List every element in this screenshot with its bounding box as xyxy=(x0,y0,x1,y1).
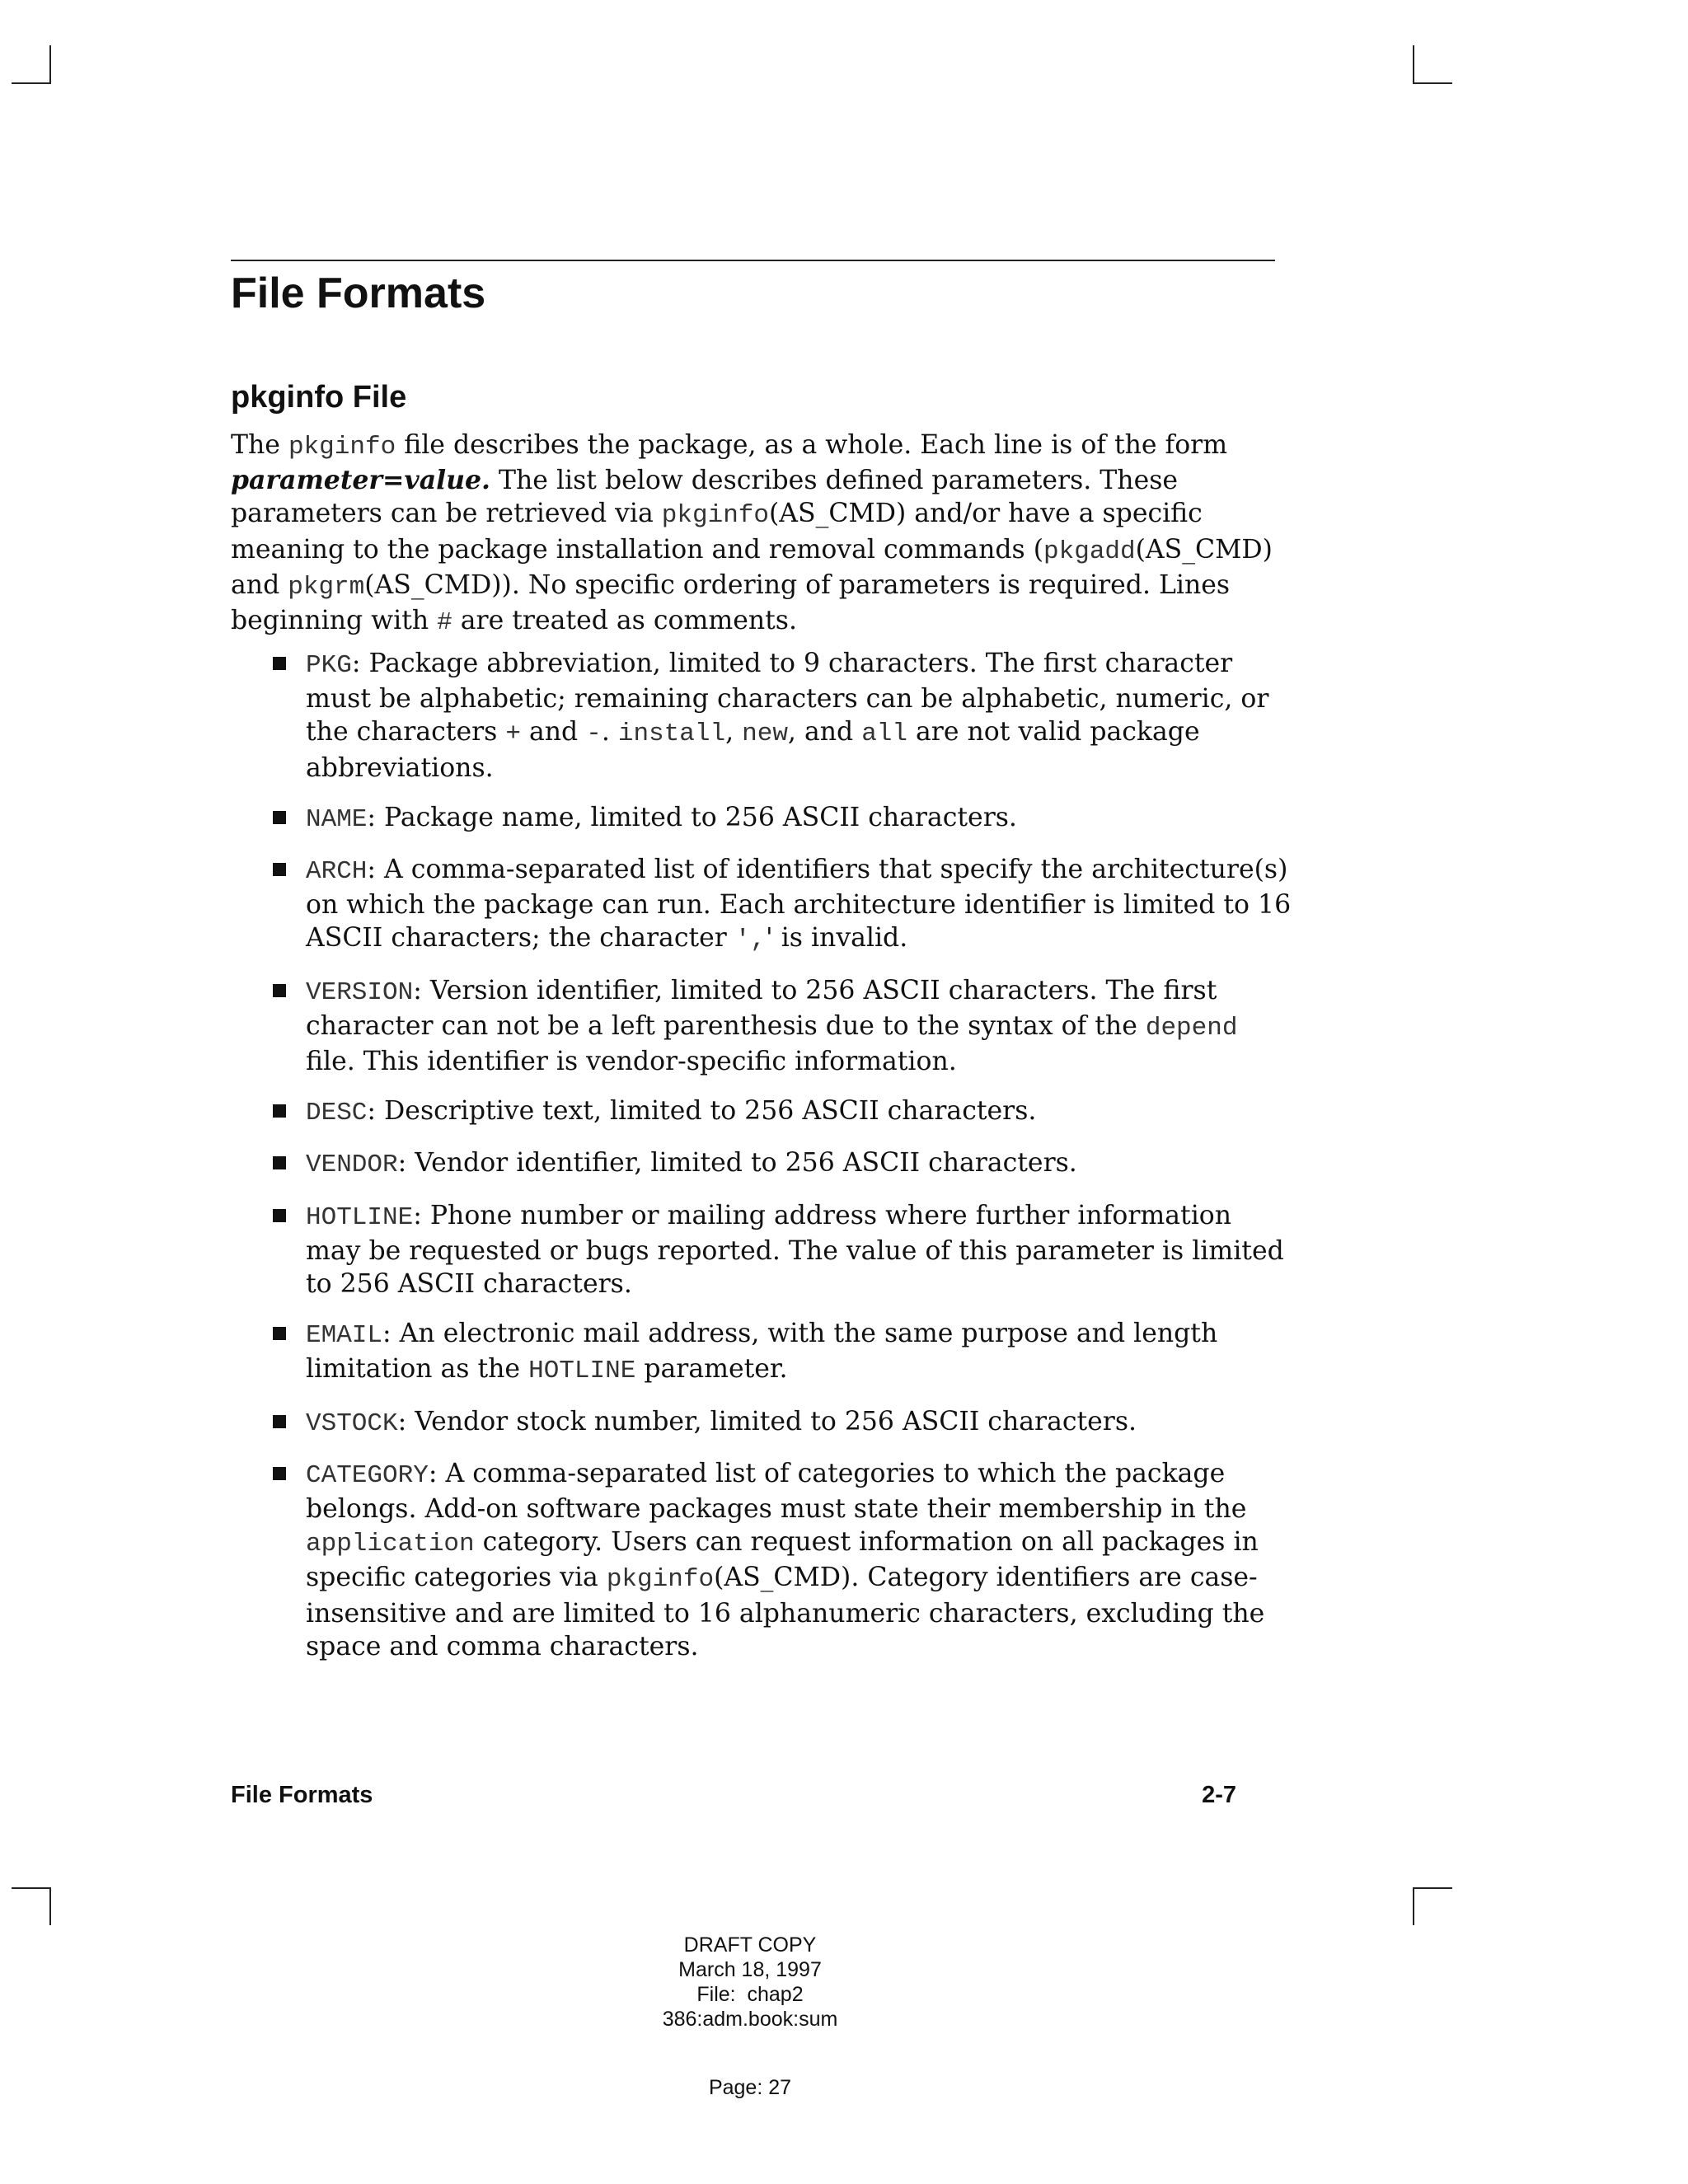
bullet-icon xyxy=(273,984,286,997)
code-depend: depend xyxy=(1145,1013,1238,1043)
parameter-list xyxy=(231,647,1294,1680)
crop-mark-top-right-horizontal xyxy=(1413,82,1452,84)
bullet-icon xyxy=(273,1104,286,1118)
param-item-vendor xyxy=(231,1146,1294,1182)
param-item-email xyxy=(231,1317,1294,1388)
code-hotline: HOTLINE xyxy=(528,1357,636,1386)
param-item-name xyxy=(231,801,1294,837)
crop-mark-top-left-vertical xyxy=(49,45,51,83)
code-new: new xyxy=(742,719,788,749)
code-comma: ', xyxy=(734,926,767,955)
param-key: HOTLINE xyxy=(306,1202,414,1232)
text-run: : A comma-separated list of identifiers that specify the architecture(s) on which the package can run. Each architecture identifier is limited to 16 ASCII characters; the character xyxy=(306,855,1292,954)
text-run: The list below describes defined parameters. These parameters can be retrieved via xyxy=(231,466,1179,529)
crop-mark-top-left-horizontal xyxy=(12,82,51,84)
bullet-icon xyxy=(273,1327,286,1340)
param-key: VENDOR xyxy=(306,1151,398,1180)
param-item-category xyxy=(231,1457,1294,1663)
text-run: : Vendor stock number, limited to 256 ASCII characters. xyxy=(397,1406,1137,1436)
text-run: : Phone number or mailing address where further information may be requested or bugs reported. The value of this parameter is limited to 256 ASCII characters. xyxy=(306,1200,1284,1300)
text-run: file. This identifier is vendor-specific information. xyxy=(306,1047,957,1077)
code-minus: - xyxy=(586,719,602,749)
param-key: PKG xyxy=(306,651,352,680)
code-pkginfo: pkginfo xyxy=(288,433,396,462)
text-run: (AS_CMD)). No specific ordering of parameters is required. Lines beginning with xyxy=(231,569,1231,636)
bullet-icon xyxy=(273,1467,286,1480)
text-run: category. Users can request information on all packages in specific categories via xyxy=(306,1527,1259,1593)
code-pkginfo: pkginfo xyxy=(606,1565,715,1595)
code-hash: # xyxy=(437,608,452,638)
intro-paragraph xyxy=(231,429,1278,640)
text-run: , and xyxy=(787,717,862,748)
crop-mark-bottom-left-horizontal xyxy=(12,1887,51,1889)
code-pkginfo: pkginfo xyxy=(661,501,770,531)
text-run: and xyxy=(520,717,587,748)
text-run: : Vendor identifier, limited to 256 ASCII characters. xyxy=(397,1148,1077,1179)
text-run: : Package abbreviation, limited to 9 characters. The first character must be alphabetic; remaining characters can be alphabetic, numeric, or the characters xyxy=(306,649,1269,748)
text-run: are not valid package abbreviations. xyxy=(306,717,1200,783)
text-run: : Descriptive text, limited to 256 ASCII characters. xyxy=(367,1096,1037,1127)
param-key: EMAIL xyxy=(306,1321,383,1351)
code-pkgrm: pkgrm xyxy=(288,572,365,602)
text-run: parameter. xyxy=(635,1354,788,1385)
draft-book: 386:adm.book:sum xyxy=(662,2008,838,2031)
footer-chapter-name: File Formats xyxy=(231,1782,373,1808)
text-run: : A comma-separated list of categories to which the package belongs. Add-on software packages must state their membership in the xyxy=(306,1458,1247,1525)
text-run: , xyxy=(725,717,743,748)
draft-file: File: chap2 xyxy=(696,1983,804,2006)
draft-date: March 18, 1997 xyxy=(678,1958,822,1981)
crop-mark-bottom-right-horizontal xyxy=(1413,1887,1452,1889)
draft-stamp xyxy=(577,1933,923,2032)
text-run: are treated as comments. xyxy=(452,606,797,636)
bullet-icon xyxy=(273,1415,286,1428)
param-item-pkg xyxy=(231,647,1294,785)
draft-page-number: Page: 27 xyxy=(708,2076,792,2099)
param-item-version xyxy=(231,974,1294,1079)
text-run: : An electronic mail address, with the same purpose and length limitation as the xyxy=(306,1319,1218,1385)
footer-page-number: 2-7 xyxy=(1202,1782,1236,1808)
param-item-hotline xyxy=(231,1199,1294,1301)
chapter-rule xyxy=(231,260,1275,261)
code-install: install xyxy=(617,719,726,749)
bullet-icon xyxy=(273,1209,286,1222)
text-run: The xyxy=(231,430,288,460)
draft-line: DRAFT COPY xyxy=(683,1933,817,1957)
text-run: . xyxy=(601,717,618,748)
code-pkgadd: pkgadd xyxy=(1043,537,1136,566)
code-all: all xyxy=(861,719,908,749)
param-key: DESC xyxy=(306,1099,368,1128)
param-key: ARCH xyxy=(306,857,368,887)
text-run: : Version identifier, limited to 256 ASCII characters. The first character can not be a left parenthesis due to the syntax of the xyxy=(306,975,1217,1041)
text-run: (AS_CMD) and xyxy=(231,534,1273,600)
bullet-icon xyxy=(273,657,286,670)
param-key: CATEGORY xyxy=(306,1460,429,1490)
bullet-icon xyxy=(273,1156,286,1169)
param-item-arch xyxy=(231,853,1294,958)
crop-mark-bottom-right-vertical xyxy=(1413,1887,1414,1925)
text-run: (AS_CMD) and/or have a specific meaning to the package installation and removal commands ( xyxy=(231,499,1203,565)
text-run: ' is invalid. xyxy=(766,923,908,954)
param-key: NAME xyxy=(306,804,368,834)
chapter-title: File Formats xyxy=(231,269,486,317)
text-run: file describes the package, as a whole. Each line is of the form xyxy=(396,430,1228,460)
text-run: (AS_CMD). Category identifiers are case-insensitive and are limited to 16 alphanumeric characters, excluding the space and comma characters. xyxy=(306,1563,1265,1661)
bullet-icon xyxy=(273,863,286,876)
param-key: VERSION xyxy=(306,977,414,1007)
crop-mark-top-right-vertical xyxy=(1413,45,1414,83)
section-title: pkginfo File xyxy=(231,380,407,415)
crop-mark-bottom-left-vertical xyxy=(49,1887,51,1925)
param-item-vstock xyxy=(231,1405,1294,1441)
code-plus: + xyxy=(505,719,521,749)
emphasis-parameter-value: parameter=value. xyxy=(231,465,490,496)
param-item-desc xyxy=(231,1094,1294,1130)
code-application: application xyxy=(306,1530,475,1559)
text-run: : Package name, limited to 256 ASCII characters. xyxy=(367,802,1017,832)
bullet-icon xyxy=(273,811,286,824)
param-key: VSTOCK xyxy=(306,1408,398,1438)
